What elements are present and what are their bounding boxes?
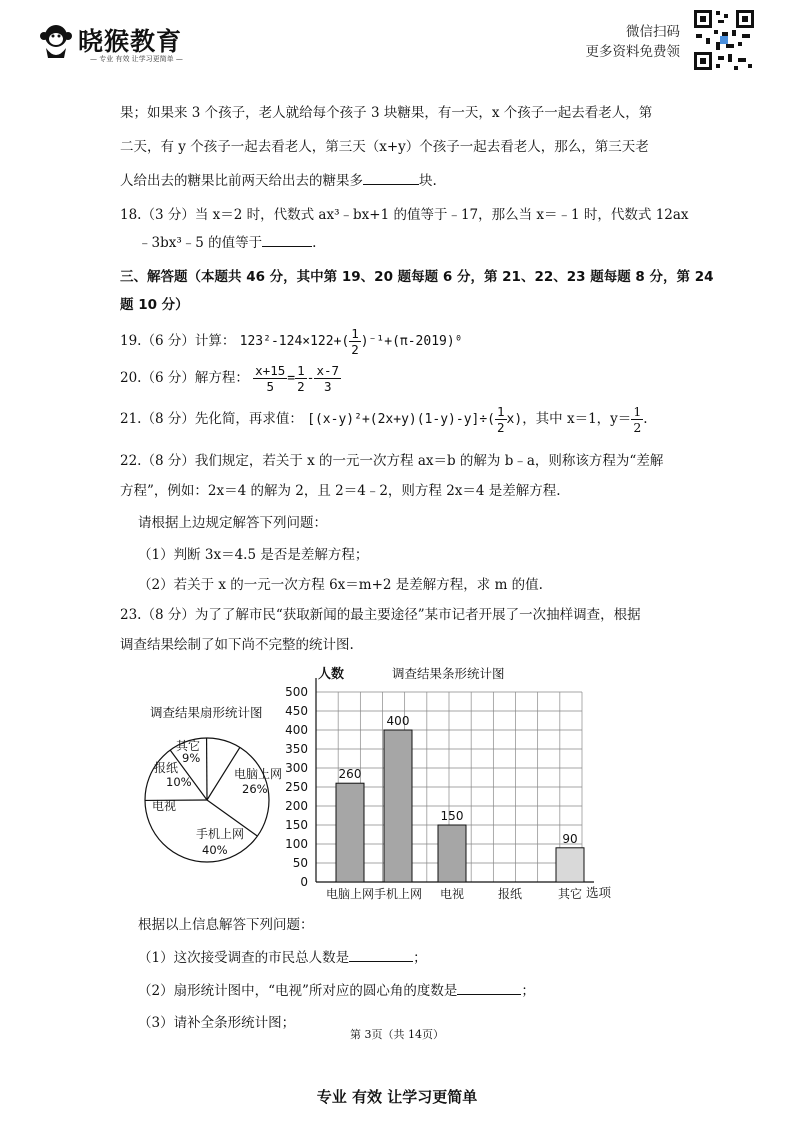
bar-category-label: 手机上网 [373, 887, 423, 901]
q19 [120, 326, 463, 357]
bar-chart-xlabel: 选项 [586, 885, 612, 900]
q22-line-1: 22.（8 分）我们规定，若关于 x 的一元一次方程 ax＝b 的解为 b﹣a，则称该方程为“差解 [120, 453, 664, 469]
logo [36, 20, 186, 64]
bar-mark [556, 848, 584, 882]
bar-ytick-label: 0 [300, 875, 308, 889]
bar-chart-title: 调查结果条形统计图 [392, 666, 505, 681]
bar-category-label: 报纸 [497, 887, 523, 901]
qr-caption [586, 22, 681, 62]
pie-slice-label: 其它 [176, 739, 201, 753]
q19-expr-a: 123²-124×122+( [239, 334, 350, 349]
q18-line-2-text: ﹣3bx³﹣5 的值等于 [138, 235, 263, 251]
bar-category-label: 电脑上网 [325, 887, 375, 901]
q22-part-1: （1）判断 3x＝4.5 是否是差解方程； [138, 547, 369, 563]
q19-label: 19.（6 分）计算： [120, 333, 236, 349]
q23-line-2: 调查结果绘制了如下尚不完整的统计图. [120, 637, 354, 653]
bar-chart-yticks [285, 685, 308, 889]
text-line-3b: 块. [419, 173, 437, 189]
pie-slice-label: 手机上网 [196, 827, 245, 841]
bar-value-label: 150 [440, 809, 464, 823]
q21-y-fraction [631, 404, 643, 435]
bar-ytick-label: 50 [292, 856, 308, 870]
q20-den-3: 3 [323, 379, 332, 394]
q22-line-2: 方程”，例如：2x＝4 的解为 2，且 2＝4﹣2，则方程 2x＝4 是差解方程. [120, 483, 561, 499]
answer-blank [262, 234, 312, 247]
bar-value-label: 400 [386, 714, 410, 728]
q19-expr-b: )⁻¹+(π-2019)⁰ [360, 334, 463, 349]
bar-category-label: 其它 [557, 887, 583, 901]
brand-name: 晓猴教育 [78, 27, 183, 56]
q18-line-2 [138, 231, 316, 251]
q23-line-3: 根据以上信息解答下列问题： [138, 917, 314, 933]
q20-label: 20.（6 分）解方程： [120, 370, 249, 386]
bar-ytick-label: 100 [285, 837, 308, 851]
pie-chart-title: 调查结果扇形统计图 [150, 705, 263, 720]
bar-chart-ylabel: 人数 [318, 667, 345, 682]
q21-end: . [643, 411, 648, 427]
bar-ytick-label: 200 [285, 799, 308, 813]
qr-caption-line2: 更多资料免费领 [585, 44, 680, 60]
bar-mark [336, 783, 364, 882]
q21 [120, 404, 648, 435]
footer-slogan: 专业 有效 让学习更简单 [316, 1088, 478, 1106]
q20-den-2: 2 [297, 379, 305, 394]
q21-expr: [(x-y)²+(2x+y)(1-y)-y]÷( [307, 412, 495, 427]
q21-label: 21.（8 分）先化简，再求值： [120, 411, 303, 427]
pie-slice-label: 电脑上网 [234, 767, 283, 781]
q19-fraction-num: 1 [351, 326, 359, 341]
q20-fraction-1 [253, 363, 287, 394]
q20-equals: = [287, 371, 296, 386]
qr-caption-line1: 微信扫码 [626, 24, 680, 40]
q23-part-1-end: ； [413, 950, 427, 966]
section-3-heading-cont: 题 10 分） [120, 297, 189, 313]
q23-part-2-text: （2）扇形统计图中，“电视”所对应的圆心角的度数是 [138, 983, 458, 999]
q20-minus: - [306, 371, 315, 386]
q23-part-3: （3）请补全条形统计图； [138, 1015, 296, 1031]
q22-part-2: （2）若关于 x 的一元一次方程 6x＝m+2 是差解方程，求 m 的值. [138, 577, 543, 593]
q20 [120, 363, 341, 394]
bar-ytick-label: 250 [285, 780, 308, 794]
qr-code-icon [692, 8, 756, 72]
q20-fraction-3 [314, 363, 341, 394]
bar-ytick-label: 350 [285, 742, 308, 756]
pie-slice-percent: 9% [182, 751, 201, 765]
answer-blank [363, 172, 419, 185]
pie-slice-percent: 10% [166, 775, 192, 789]
q20-fraction-2 [295, 363, 307, 394]
q21-fraction [495, 404, 507, 435]
q21-fraction-num: 1 [497, 404, 505, 419]
bar-value-label: 260 [338, 767, 362, 782]
brand-slogan: — 专业 有效 让学习更简单 — [90, 55, 183, 63]
monkey-logo-icon [36, 22, 76, 62]
bar-mark [438, 825, 466, 882]
q19-fraction-den: 2 [351, 342, 359, 357]
section-3-heading: 三、解答题（本题共 46 分，其中第 19、20 题每题 6 分，第 21、22、23 题每题 8 分，第 24 [120, 269, 714, 285]
q21-x: x) [506, 412, 523, 427]
q19-fraction [349, 326, 361, 357]
bar-ytick-label: 400 [285, 723, 308, 737]
bar-category-label: 电视 [439, 887, 465, 901]
q20-num-2: 1 [297, 363, 305, 378]
q18-line-1: 18.（3 分）当 x＝2 时，代数式 ax³﹣bx+1 的值等于﹣17，那么当 x＝﹣1 时，代数式 12ax [120, 207, 689, 223]
bar-ytick-label: 450 [285, 704, 308, 718]
q21-y-num: 1 [633, 404, 642, 419]
q22-line-3: 请根据上边规定解答下列问题： [138, 515, 327, 531]
q23-part-1-text: （1）这次接受调查的市民总人数是 [138, 950, 350, 966]
q21-y-den: 2 [633, 420, 642, 435]
q23-part-2 [138, 979, 535, 999]
text-line-3 [120, 169, 437, 189]
bar-ytick-label: 150 [285, 818, 308, 832]
pie-slice-label: 电视 [152, 799, 177, 813]
q21-fraction-den: 2 [497, 420, 505, 435]
charts-figure [130, 660, 630, 906]
text-line-1: 果；如果来 3 个孩子，老人就给每个孩子 3 块糖果，有一天，x 个孩子一起去看老人，第 [120, 105, 653, 121]
q21-tail: ，其中 x＝1，y＝ [522, 411, 632, 427]
page-number: 第 3页（共 14页） [350, 1028, 444, 1041]
q20-num-1: x+15 [255, 363, 286, 378]
q20-den-1: 5 [266, 379, 274, 394]
text-line-3a: 人给出去的糖果比前两天给出去的糖果多 [120, 173, 363, 189]
bar-mark [384, 730, 412, 882]
pie-slice-percent: 40% [202, 843, 228, 857]
answer-blank [349, 949, 413, 962]
pie-slice-label: 报纸 [154, 761, 179, 775]
answer-blank [457, 982, 521, 995]
q23-part-2-end: ； [521, 983, 535, 999]
bar-chart-bars [336, 714, 584, 882]
text-line-2: 二天，有 y 个孩子一起去看老人，第三天（x+y）个孩子一起去看老人，那么，第三天老 [120, 139, 649, 155]
q20-num-3: x-7 [316, 363, 340, 378]
bar-ytick-label: 300 [285, 761, 308, 775]
bar-chart-xticks [326, 886, 582, 901]
pie-slice-percent: 26% [242, 782, 268, 796]
q23-line-1: 23.（8 分）为了了解市民“获取新闻的最主要途径”某市记者开展了一次抽样调查，根据 [120, 607, 641, 623]
bar-ytick-label: 500 [285, 685, 308, 699]
pie-chart [145, 738, 282, 862]
q23-part-1 [138, 946, 427, 966]
bar-value-label: 90 [562, 831, 578, 846]
q18-line-2-end: . [312, 235, 317, 251]
